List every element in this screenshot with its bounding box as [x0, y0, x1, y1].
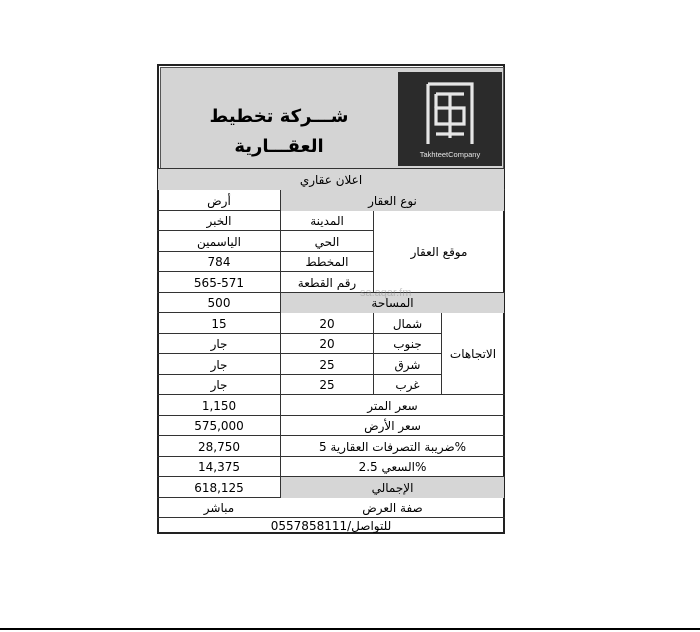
- commission-value: 14,375: [198, 460, 240, 474]
- west-length: 25: [319, 378, 335, 392]
- logo-mark-icon: [398, 72, 502, 152]
- north-label: شمال: [392, 316, 423, 331]
- north-length: 20: [319, 316, 335, 331]
- east-length: 25: [319, 357, 335, 372]
- company-name: شـــركة تخطيط العقـــارية: [209, 106, 349, 157]
- land-price-label: سعر الأرض: [364, 419, 421, 433]
- commission-label: السعي 2.5%: [358, 460, 427, 474]
- header-banner: [160, 67, 504, 170]
- watermark: sa.aqar.fm: [360, 287, 412, 299]
- south-label: جنوب: [393, 337, 422, 351]
- city-value: الخبر: [206, 214, 232, 228]
- tax-value: 28,750: [198, 439, 240, 454]
- logo-caption: TakhteetCompany: [419, 150, 481, 159]
- meter-price-value: 1,150: [201, 398, 237, 413]
- ad-title: اعلان عقاري: [158, 169, 504, 190]
- north-neighbor: 15: [211, 316, 227, 331]
- district-label: الحي: [314, 234, 340, 249]
- property-type-label: نوع العقار: [281, 190, 504, 211]
- east-neighbor: جار: [210, 357, 228, 372]
- city-label: المدينة: [310, 214, 344, 228]
- property-type-value: أرض: [207, 193, 231, 208]
- offer-type-value: مباشر: [203, 501, 235, 515]
- plot-number-label: رقم القطعة: [297, 275, 357, 290]
- meter-price-label: سعر المتر: [367, 398, 418, 413]
- total-value: 618,125: [194, 480, 244, 495]
- east-label: شرق: [394, 357, 421, 372]
- plan-label: المخطط: [305, 255, 349, 269]
- land-price-value: 575,000: [194, 419, 244, 433]
- area-value: 500: [207, 296, 231, 310]
- company-logo: [398, 72, 502, 166]
- offer-type-label: صفة العرض: [362, 501, 423, 515]
- directions-label: الاتجاهات: [449, 347, 497, 361]
- south-length: 20: [319, 337, 335, 351]
- area-label: المساحة: [281, 293, 504, 313]
- total-label: الإجمالي: [281, 477, 504, 498]
- west-neighbor: جار: [210, 378, 228, 392]
- tax-label: ضريبة التصرفات العقارية 5%: [318, 439, 467, 454]
- contact-info: للتواصل/0557858111: [270, 519, 392, 533]
- west-label: غرب: [395, 378, 420, 392]
- plan-value: 784: [207, 255, 231, 269]
- district-value: الياسمين: [196, 234, 241, 249]
- bottom-divider: [0, 628, 700, 630]
- south-neighbor: جار: [210, 337, 228, 351]
- plot-number-value: 565-571: [193, 275, 245, 290]
- location-label: موقع العقار: [410, 245, 468, 259]
